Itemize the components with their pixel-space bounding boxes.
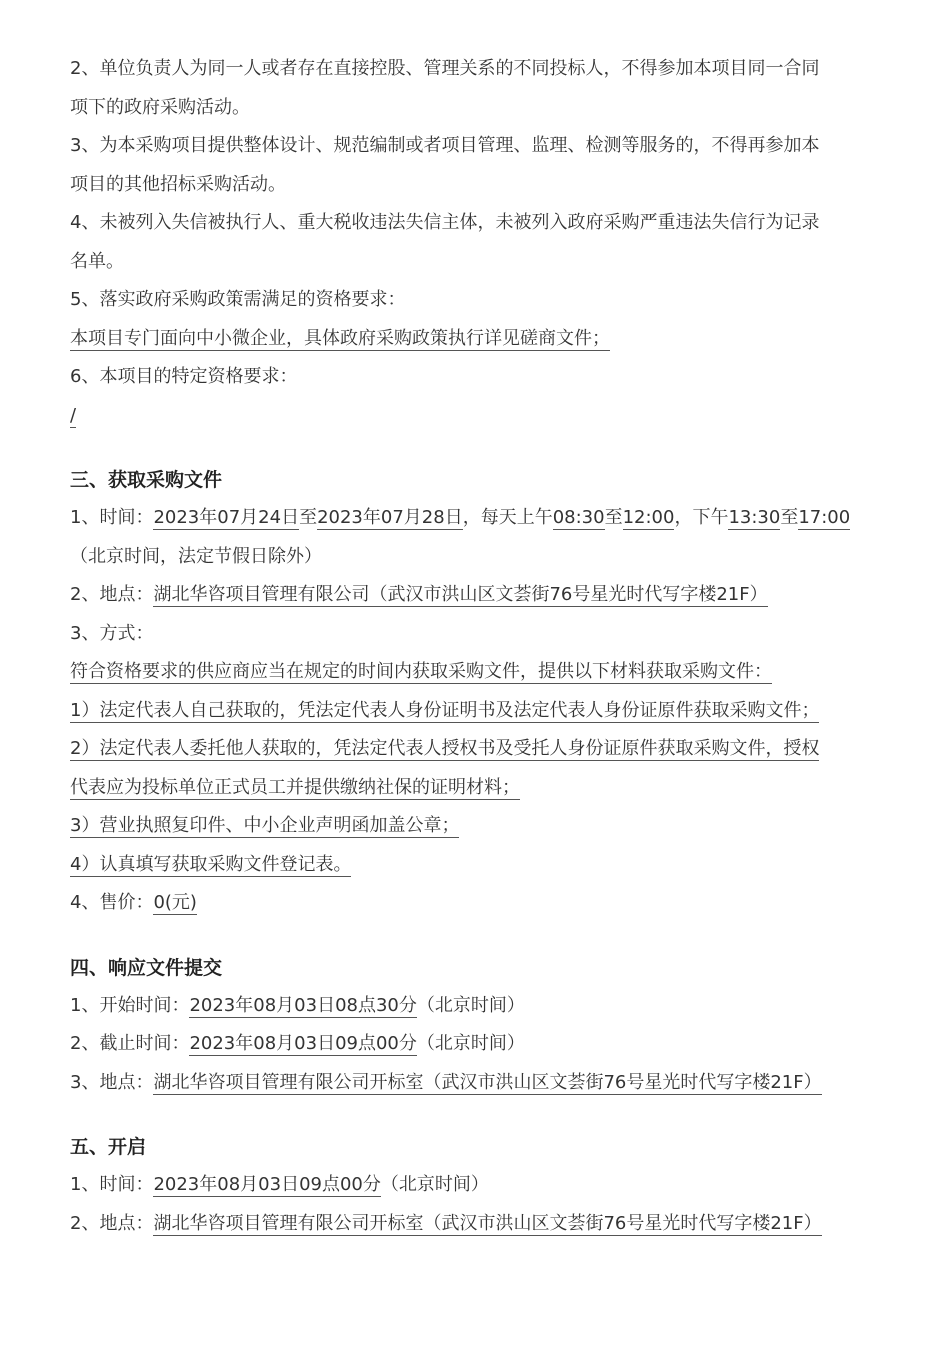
section-5-time-line [70, 1166, 882, 1205]
section-4-end-label: 2、截止时间： [70, 1033, 190, 1054]
qualification-item-5: 5、落实政府采购政策需满足的资格要求： [70, 289, 406, 310]
section-4-place-line [70, 1064, 882, 1103]
section-4-place-label: 3、地点： [70, 1071, 154, 1093]
section-3-am-end: 12:00 [622, 507, 675, 528]
section-3-to-2: 至 [604, 507, 623, 528]
qualification-item-2-line1: 2、单位负责人为同一人或者存在直接控股、管理关系的不同投标人，不得参加本项目同一合同 [70, 58, 820, 79]
section-3-method-1-line [70, 692, 882, 731]
section-3-to-1: 至 [299, 507, 318, 528]
section-4-start-value: 2023年08月03日08点30分 [189, 994, 417, 1016]
section-3-method-1: 1）法定代表人自己获取的，凭法定代表人身份证明书及法定代表人身份证原件获取采购文件； [70, 699, 820, 721]
section-3-place-value: 湖北华咨项目管理有限公司（武汉市洪山区文荟街76号星光时代写字楼21F） [153, 584, 768, 605]
document-page [70, 50, 882, 1243]
section-3-method-intro: 符合资格要求的供应商应当在规定的时间内获取采购文件，提供以下材料获取采购文件： [70, 661, 772, 682]
section-3-price-label: 4、售价： [70, 892, 154, 913]
section-3-method-label: 3、方式： [70, 622, 154, 644]
section-3-place-line [70, 576, 882, 615]
section-3-am-start: 08:30 [552, 507, 605, 528]
section-5-time-value: 2023年08月03日09点00分 [153, 1174, 381, 1195]
qualification-item-6-value-line [70, 397, 882, 436]
qualification-item-3-line1: 3、为本采购项目提供整体设计、规范编制或者项目管理、监理、检测等服务的，不得再参加本 [70, 135, 820, 156]
section-4-start-label: 1、开始时间： [70, 994, 190, 1016]
section-3-method-2b: 代表应为投标单位正式员工并提供缴纳社保的证明材料； [70, 776, 520, 798]
section-3-date-to: 2023年07月28日 [317, 507, 463, 528]
qualification-item-6-value: / [70, 404, 77, 426]
section-3-price-line [70, 884, 882, 923]
section-5-time-note: （北京时间） [380, 1174, 489, 1195]
section-5-place-value: 湖北华咨项目管理有限公司开标室（武汉市洪山区文荟街76号星光时代写字楼21F） [153, 1212, 822, 1234]
section-3-pm-end: 17:00 [798, 507, 851, 528]
section-3-time-label: 1、时间： [70, 507, 154, 528]
section-5-place-line [70, 1205, 882, 1244]
qualification-item-2-line2: 项下的政府采购活动。 [70, 96, 250, 118]
section-3-heading: 三、获取采购文件 [70, 469, 223, 491]
qualification-item-4-line2: 名单。 [70, 250, 124, 272]
section-3-method-intro-line [70, 653, 882, 692]
qualification-item-5-value-line [70, 320, 882, 359]
section-4-end-line [70, 1025, 882, 1064]
section-5-time-label: 1、时间： [70, 1174, 154, 1195]
section-3-date-from: 2023年07月24日 [153, 507, 300, 528]
section-3-method-2a: 2）法定代表人委托他人获取的，凭法定代表人授权书及受托人身份证原件获取采购文件，授权 [70, 738, 820, 759]
section-3-method-4: 4）认真填写获取采购文件登记表。 [70, 853, 352, 875]
section-3-method-2-line2 [70, 769, 882, 808]
section-4-start-line [70, 987, 882, 1026]
qualification-item-4-line1: 4、未被列入失信被执行人、重大税收违法失信主体，未被列入政府采购严重违法失信行为记录 [70, 212, 820, 233]
section-3-method-3-line [70, 807, 882, 846]
section-3-daily: ，每天上午 [462, 507, 553, 528]
section-4-start-note: （北京时间） [416, 994, 525, 1016]
section-3-place-label: 2、地点： [70, 584, 154, 605]
section-3-method-4-line [70, 846, 882, 885]
qualification-item-3-line2: 项目的其他招标采购活动。 [70, 173, 286, 195]
section-3-method-3: 3）营业执照复印件、中小企业声明函加盖公章； [70, 815, 460, 836]
section-4-end-note: （北京时间） [416, 1033, 525, 1054]
section-3-time-line [70, 499, 882, 538]
section-3-time-note: （北京时间，法定节假日除外） [70, 545, 322, 567]
section-5-place-label: 2、地点： [70, 1212, 154, 1234]
section-3-method-2-line1 [70, 730, 882, 769]
section-5-heading: 五、开启 [70, 1136, 147, 1158]
section-3-pm-label: ，下午 [674, 507, 729, 528]
section-3-to-3: 至 [780, 507, 799, 528]
section-4-end-value: 2023年08月03日09点00分 [189, 1033, 417, 1054]
qualification-item-6: 6、本项目的特定资格要求： [70, 366, 298, 387]
qualification-item-5-value: 本项目专门面向中小微企业，具体政府采购政策执行详见磋商文件； [70, 327, 610, 349]
section-4-place-value: 湖北华咨项目管理有限公司开标室（武汉市洪山区文荟街76号星光时代写字楼21F） [153, 1071, 822, 1093]
section-4-heading: 四、响应文件提交 [70, 956, 223, 979]
section-3-pm-start: 13:30 [728, 507, 781, 528]
section-3-price-value: 0(元) [153, 892, 197, 913]
